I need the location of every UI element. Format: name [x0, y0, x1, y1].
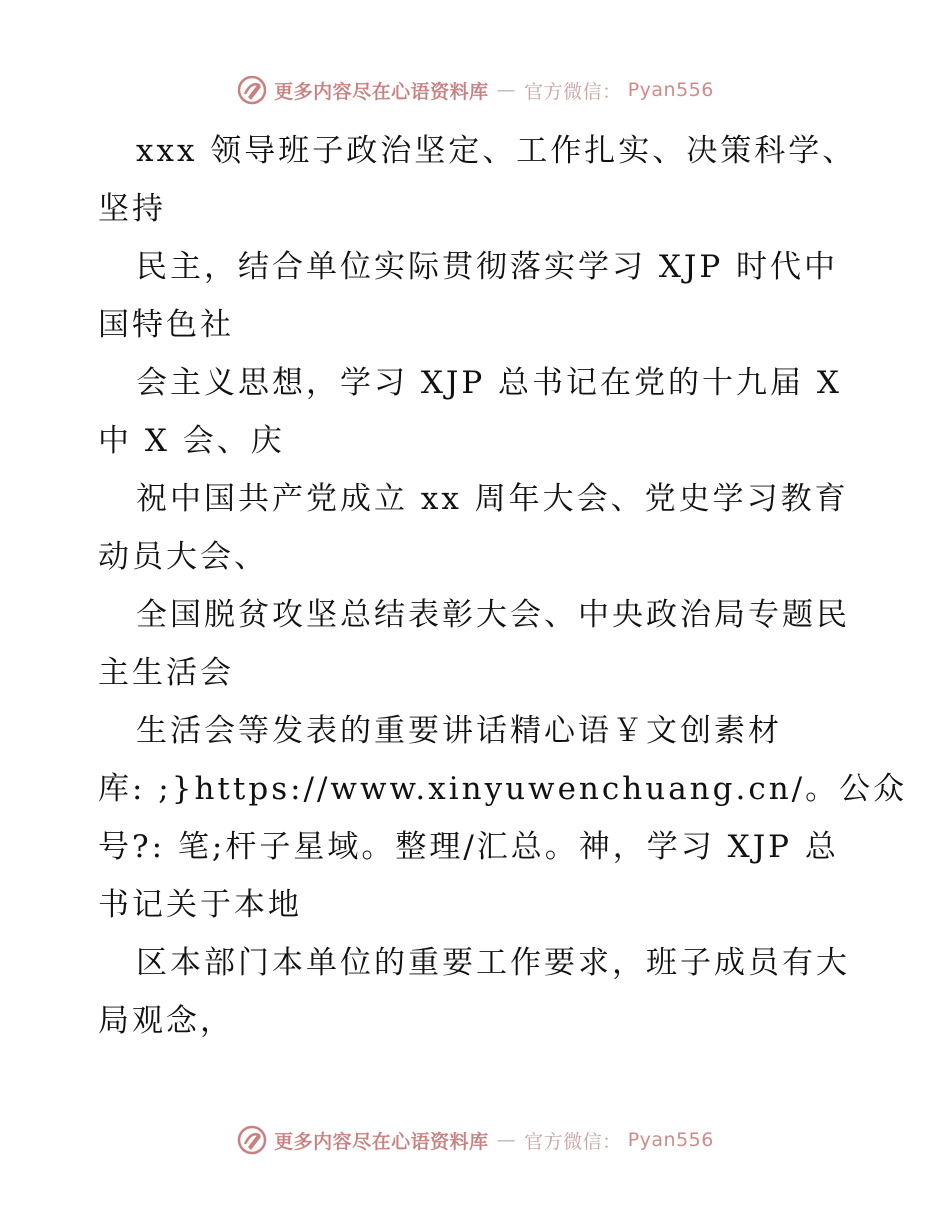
document-line: 库: ;}https://www.xinyuwenchuang.cn/。公众	[98, 771, 908, 807]
footer-banner-sub: 官方微信：	[524, 1130, 622, 1153]
document-line: 民主，结合单位实际贯彻落实学习 XJP 时代中	[136, 249, 839, 285]
document-line: 书记关于本地	[98, 887, 302, 923]
document-line: 主生活会	[98, 655, 234, 691]
header-banner	[0, 70, 950, 110]
footer-banner-id: Pyan556	[627, 1129, 714, 1151]
footer-banner	[0, 1120, 950, 1160]
document-body	[98, 122, 908, 1050]
document-line: 祝中国共产党成立 xx 周年大会、党史学习教育	[136, 481, 849, 517]
document-line: 全国脱贫攻坚总结表彰大会、中央政治局专题民	[136, 597, 850, 633]
document-line: 生活会等发表的重要讲话精心语￥文创素材	[136, 713, 782, 749]
document-line: 会主义思想，学习 XJP 总书记在党的十九届 X	[136, 365, 842, 401]
footer-banner-dash: —	[496, 1129, 517, 1151]
document-line: 局观念，	[98, 1003, 234, 1039]
header-banner-main: 更多内容尽在心语资料库	[274, 80, 489, 103]
header-banner-sub: 官方微信：	[524, 80, 622, 103]
document-line: xxx 领导班子政治坚定、工作扎实、决策科学、	[136, 133, 857, 169]
document-line: 区本部门本单位的重要工作要求，班子成员有大	[136, 945, 850, 981]
document-line: 国特色社	[98, 307, 234, 343]
document-line: 动员大会、	[98, 539, 268, 575]
footer-banner-main: 更多内容尽在心语资料库	[274, 1130, 489, 1153]
header-banner-dash: —	[496, 79, 517, 101]
brand-logo-icon	[236, 74, 268, 106]
document-line: 坚持	[98, 191, 166, 227]
document-line: 号?: 笔;杆子星域。整理/汇总。神，学习 XJP 总	[98, 829, 839, 865]
header-banner-id: Pyan556	[627, 79, 714, 101]
document-line: 中 X 会、庆	[98, 423, 285, 459]
brand-logo-icon	[236, 1124, 268, 1156]
